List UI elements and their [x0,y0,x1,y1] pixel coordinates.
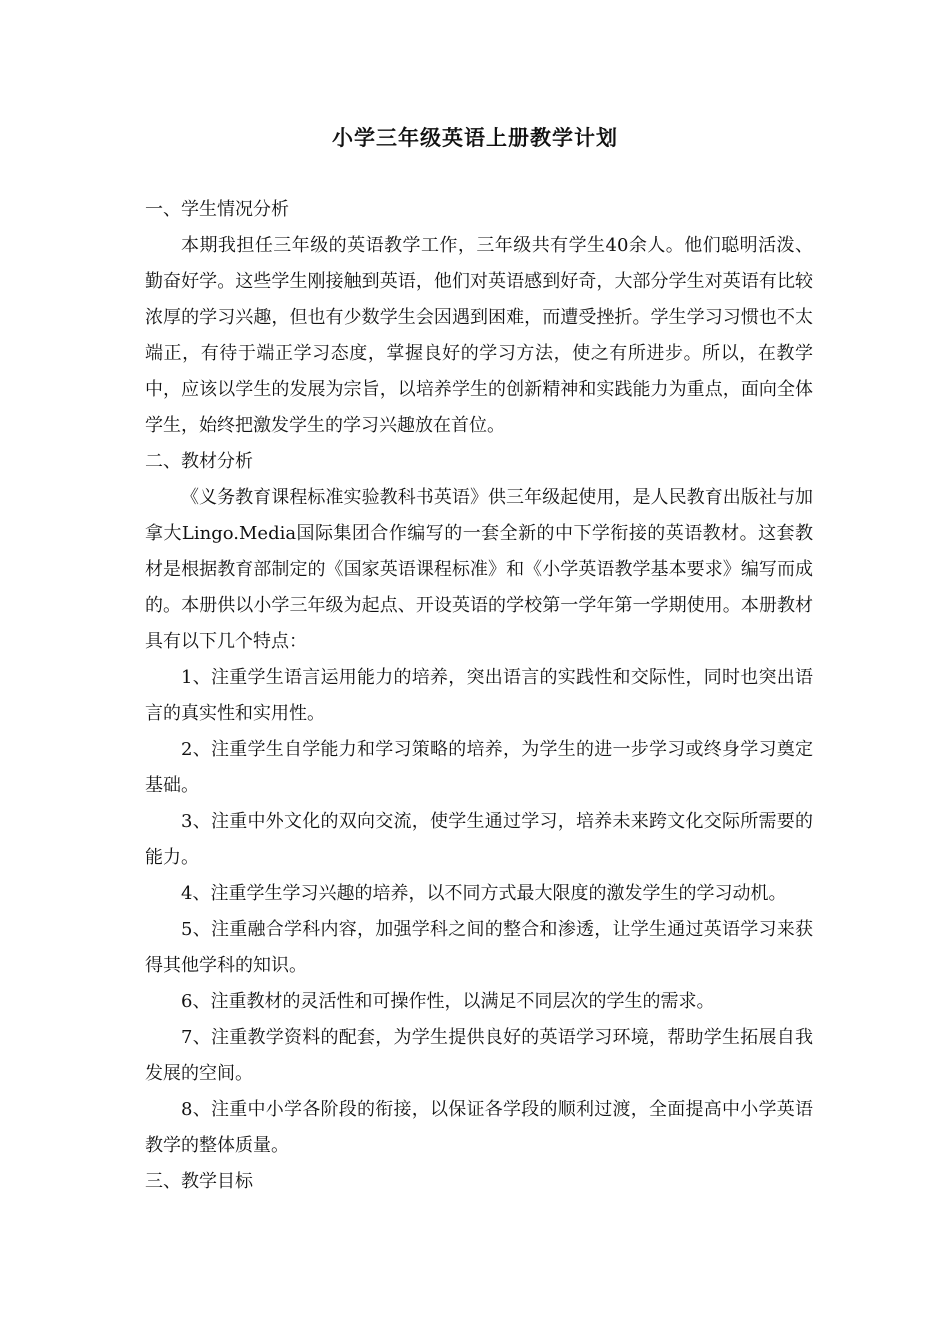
section-heading-textbook-analysis: 二、教材分析 [145,451,253,472]
list-item: 5、注重融合学科内容，加强学科之间的整合和渗透，让学生通过英语学习来获得其他学科的知识。 [145,919,813,976]
section-heading-teaching-goals: 三、教学目标 [145,1171,253,1192]
list-item: 1、注重学生语言运用能力的培养，突出语言的实践性和交际性，同时也突出语言的真实性和实用性。 [145,667,813,724]
list-item: 3、注重中外文化的双向交流，使学生通过学习，培养未来跨文化交际所需要的能力。 [145,811,813,868]
list-item: 7、注重教学资料的配套，为学生提供良好的英语学习环境，帮助学生拓展自我发展的空间。 [145,1027,813,1084]
list-item: 4、注重学生学习兴趣的培养，以不同方式最大限度的激发学生的学习动机。 [181,883,787,904]
list-item: 6、注重教材的灵活性和可操作性，以满足不同层次的学生的需求。 [181,991,715,1012]
document-body [145,192,813,1200]
paragraph-textbook-analysis: 《义务教育课程标准实验教科书英语》供三年级起使用，是人民教育出版社与加拿大Lingo.Media国际集团合作编写的一套全新的中下学衔接的英语教材。这套教材是根据教育部制定的《国家英语课程标准》和《小学英语教学基本要求》编写而成的。本册供以小学三年级为起点、开设英语的学校第一学年第一学期使用。本册教材具有以下几个特点： [145,487,813,652]
section-heading-student-analysis: 一、学生情况分析 [145,199,289,220]
list-item: 8、注重中小学各阶段的衔接，以保证各学段的顺利过渡，全面提高中小学英语教学的整体质量。 [145,1099,813,1156]
document-title: 小学三年级英语上册教学计划 [332,126,618,150]
paragraph-student-analysis: 本期我担任三年级的英语教学工作，三年级共有学生40余人。他们聪明活泼、勤奋好学。这些学生刚接触到英语，他们对英语感到好奇，大部分学生对英语有比较浓厚的学习兴趣，但也有少数学生会因遇到困难，而遭受挫折。学生学习习惯也不太端正，有待于端正学习态度，掌握良好的学习方法，使之有所进步。所以，在教学中，应该以学生的发展为宗旨，以培养学生的创新精神和实践能力为重点，面向全体学生，始终把激发学生的学习兴趣放在首位。 [145,235,813,436]
list-item: 2、注重学生自学能力和学习策略的培养，为学生的进一步学习或终身学习奠定基础。 [145,739,813,796]
